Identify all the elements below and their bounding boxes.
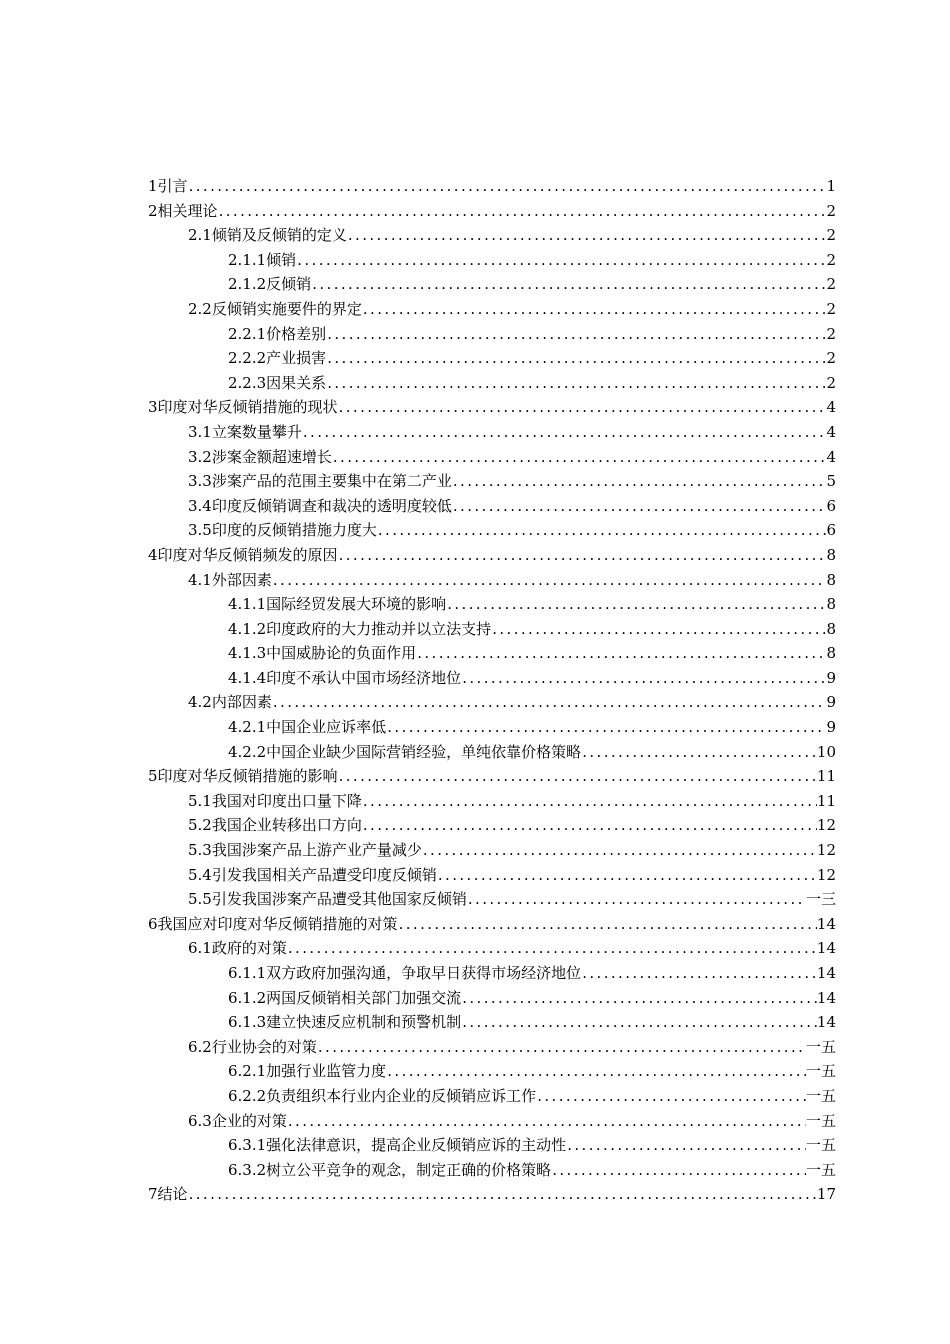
- toc-dot-leader: [272, 568, 827, 593]
- toc-entry-title: 印度的反倾销措施力度大: [211, 521, 377, 540]
- toc-entry-page: 4: [826, 422, 836, 441]
- toc-entry-number: 2.2.2: [228, 349, 267, 368]
- toc-entry-page: 一五: [805, 1037, 836, 1056]
- toc-entry-title: 行业协会的对策: [211, 1037, 317, 1056]
- toc-dot-leader: [416, 641, 826, 666]
- toc-entry[interactable]: [148, 617, 836, 642]
- toc-entry-page: 6: [826, 521, 836, 540]
- toc-entry[interactable]: [148, 1035, 836, 1060]
- toc-dot-leader: [581, 961, 817, 986]
- toc-entry-page: 9: [826, 718, 836, 737]
- toc-entry-page: 2: [826, 324, 836, 343]
- toc-entry[interactable]: [148, 936, 836, 961]
- toc-entry[interactable]: [148, 248, 836, 273]
- toc-entry-title: 引发我国涉案产品遭受其他国家反倾销: [211, 890, 467, 909]
- toc-entry-number: 5.4: [188, 865, 212, 884]
- toc-entry-page: 14: [816, 988, 836, 1007]
- toc-entry[interactable]: [148, 420, 836, 445]
- toc-dot-leader: [317, 1035, 806, 1060]
- toc-entry[interactable]: [148, 494, 836, 519]
- toc-entry-number: 4.1.2: [228, 619, 267, 638]
- toc-entry[interactable]: [148, 863, 836, 888]
- toc-dot-leader: [461, 1010, 817, 1035]
- toc-entry-number: 6.1: [188, 939, 212, 958]
- toc-entry-title: 产业损害: [266, 349, 327, 368]
- toc-entry-number: 1: [148, 177, 158, 195]
- toc-entry-number: 3.4: [188, 496, 212, 515]
- toc-entry-page: 4: [826, 398, 836, 417]
- toc-entry-title: 价格差别: [266, 324, 327, 343]
- toc-entry-title: 强化法律意识，提高企业反倾销应诉的主动性: [266, 1136, 567, 1155]
- toc-entry[interactable]: [148, 666, 836, 691]
- toc-entry-number: 6.1.3: [228, 1013, 267, 1032]
- toc-entry[interactable]: [148, 986, 836, 1011]
- toc-entry-title: 印度政府的大力推动并以立法支持: [266, 619, 492, 638]
- toc-dot-leader: [287, 1109, 806, 1134]
- toc-entry-page: 14: [816, 964, 836, 982]
- toc-entry-number: 2.2.3: [228, 373, 267, 392]
- toc-dot-leader: [347, 223, 827, 248]
- toc-entry[interactable]: [148, 543, 836, 568]
- toc-entry-number: 6.1.2: [228, 988, 267, 1007]
- toc-dot-leader: [362, 789, 817, 814]
- toc-entry-number: 3.2: [188, 447, 212, 466]
- toc-entry-title: 双方政府加强沟通，争取早日获得市场经济地位: [266, 964, 582, 982]
- toc-dot-leader: [446, 592, 826, 617]
- toc-entry[interactable]: [148, 789, 836, 814]
- toc-entry-title: 反倾销: [266, 275, 312, 294]
- toc-entry-title: 印度对华反倾销频发的原因: [157, 545, 338, 564]
- toc-entry-number: 6.2.1: [228, 1062, 267, 1081]
- toc-entry-title: 中国企业缺少国际营销经验，单纯依靠价格策略: [266, 742, 582, 761]
- toc-entry-title: 涉案产品的范围主要集中在第二产业: [211, 472, 452, 491]
- toc-entry-number: 3.1: [188, 422, 212, 441]
- toc-entry-page: 2: [826, 299, 836, 318]
- toc-entry-title: 中国企业应诉率低: [266, 718, 387, 737]
- toc-entry-page: 一五: [805, 1062, 836, 1081]
- toc-entry-number: 5.1: [188, 791, 212, 810]
- toc-entry[interactable]: [148, 395, 836, 420]
- toc-entry[interactable]: [148, 1010, 836, 1035]
- toc-entry-page: 8: [826, 570, 836, 589]
- toc-dot-leader: [566, 1133, 806, 1158]
- toc-entry-number: 6.1.1: [228, 964, 267, 982]
- toc-entry-title: 因果关系: [266, 373, 327, 392]
- toc-entry[interactable]: [148, 715, 836, 740]
- toc-entry-number: 7: [148, 1185, 158, 1204]
- toc-entry-title: 政府的对策: [211, 939, 287, 958]
- toc-dot-leader: [188, 1182, 817, 1207]
- toc-entry-page: 2: [826, 349, 836, 368]
- toc-entry-number: 4.1.1: [228, 595, 267, 614]
- toc-entry-page: 2: [826, 275, 836, 294]
- toc-entry-number: 6.2.2: [228, 1086, 267, 1105]
- toc-dot-leader: [551, 1158, 806, 1183]
- toc-dot-leader: [437, 863, 817, 888]
- toc-dot-leader: [188, 174, 827, 199]
- toc-entry-title: 倾销: [266, 250, 297, 269]
- toc-entry-page: 12: [816, 865, 836, 884]
- toc-entry-number: 2.2.1: [228, 324, 267, 343]
- toc-entry[interactable]: [148, 740, 836, 765]
- toc-entry-title: 立案数量攀升: [211, 422, 302, 441]
- toc-entry-number: 6.3.2: [228, 1160, 267, 1179]
- toc-entry[interactable]: [148, 272, 836, 297]
- toc-entry-page: 一五: [805, 1160, 836, 1179]
- toc-entry-page: 14: [816, 914, 836, 933]
- toc-dot-leader: [536, 1084, 806, 1109]
- toc-entry-number: 3.5: [188, 521, 212, 540]
- toc-entry-page: 1: [826, 177, 836, 195]
- toc-entry-title: 印度对华反倾销措施的影响: [157, 767, 338, 786]
- toc-entry-page: 一五: [805, 1136, 836, 1155]
- toc-entry-title: 加强行业监管力度: [266, 1062, 387, 1081]
- toc-dot-leader: [338, 764, 817, 789]
- toc-dot-leader: [326, 371, 826, 396]
- toc-entry-title: 我国对印度出口量下降: [211, 791, 362, 810]
- toc-entry[interactable]: [148, 346, 836, 371]
- toc-entry-number: 5: [148, 767, 158, 786]
- toc-dot-leader: [338, 543, 827, 568]
- toc-entry-title: 引言: [157, 177, 188, 195]
- toc-dot-leader: [326, 322, 826, 347]
- toc-entry-title: 企业的对策: [211, 1111, 287, 1130]
- toc-dot-leader: [581, 740, 817, 765]
- toc-dot-leader: [338, 395, 827, 420]
- toc-entry-page: 一三: [805, 890, 836, 909]
- toc-entry[interactable]: [148, 1182, 836, 1207]
- toc-dot-leader: [287, 936, 817, 961]
- toc-dot-leader: [326, 346, 826, 371]
- toc-entry-page: 8: [826, 545, 836, 564]
- toc-entry-page: 14: [816, 939, 836, 958]
- toc-entry[interactable]: [148, 199, 836, 224]
- toc-dot-leader: [461, 666, 826, 691]
- toc-dot-leader: [332, 445, 827, 470]
- toc-entry-number: 2.1: [188, 226, 212, 245]
- toc-entry-title: 我国涉案产品上游产业产量减少: [211, 841, 422, 860]
- toc-entry-title: 反倾销实施要件的界定: [211, 299, 362, 318]
- toc-entry-page: 5: [826, 472, 836, 491]
- toc-entry-number: 4.2.1: [228, 718, 267, 737]
- toc-entry-title: 国际经贸发展大环境的影响: [266, 595, 447, 614]
- toc-entry-title: 我国企业转移出口方向: [211, 816, 362, 835]
- toc-entry[interactable]: [148, 223, 836, 248]
- toc-entry-page: 9: [826, 693, 836, 712]
- toc-entry[interactable]: [148, 912, 836, 937]
- toc-entry-number: 4.2.2: [228, 742, 267, 761]
- toc-entry-number: 6.2: [188, 1037, 212, 1056]
- toc-entry[interactable]: [148, 1133, 836, 1158]
- toc-entry[interactable]: [148, 764, 836, 789]
- toc-entry[interactable]: [148, 445, 836, 470]
- toc-entry-page: 4: [826, 447, 836, 466]
- toc-entry[interactable]: [148, 838, 836, 863]
- toc-entry-number: 2.1.2: [228, 275, 267, 294]
- toc-entry[interactable]: [148, 1059, 836, 1084]
- toc-entry-page: 10: [816, 742, 836, 761]
- toc-entry-title: 树立公平竞争的观念，制定正确的价格策略: [266, 1160, 552, 1179]
- toc-entry-page: 8: [826, 644, 836, 663]
- toc-entry-page: 8: [826, 595, 836, 614]
- toc-entry-number: 4: [148, 545, 158, 564]
- toc-entry-number: 4.2: [188, 693, 212, 712]
- toc-entry[interactable]: [148, 1158, 836, 1183]
- toc-entry-number: 6.3.1: [228, 1136, 267, 1155]
- toc-entry[interactable]: [148, 469, 836, 494]
- toc-entry[interactable]: [148, 813, 836, 838]
- toc-dot-leader: [452, 494, 827, 519]
- toc-entry-page: 6: [826, 496, 836, 515]
- toc-entry-title: 负责组织本行业内企业的反倾销应诉工作: [266, 1086, 537, 1105]
- toc-entry[interactable]: [148, 961, 836, 986]
- toc-entry[interactable]: [148, 641, 836, 666]
- toc-entry-title: 倾销及反倾销的定义: [211, 226, 347, 245]
- toc-entry-title: 印度不承认中国市场经济地位: [266, 668, 462, 687]
- toc-dot-leader: [386, 1059, 806, 1084]
- toc-entry-page: 9: [826, 668, 836, 687]
- toc-entry-number: 6.3: [188, 1111, 212, 1130]
- toc-entry-title: 印度对华反倾销措施的现状: [157, 398, 338, 417]
- toc-entry-page: 一五: [805, 1111, 836, 1130]
- toc-entry-page: 2: [826, 250, 836, 269]
- toc-dot-leader: [377, 518, 827, 543]
- toc-entry-page: 2: [826, 226, 836, 245]
- toc-entry-title: 结论: [157, 1185, 188, 1204]
- toc-dot-leader: [362, 297, 827, 322]
- toc-dot-leader: [422, 838, 817, 863]
- toc-entry-title: 中国威胁论的负面作用: [266, 644, 417, 663]
- toc-entry-number: 2: [148, 201, 158, 220]
- toc-dot-leader: [398, 912, 817, 937]
- toc-dot-leader: [491, 617, 826, 642]
- toc-entry-page: 2: [826, 373, 836, 392]
- toc-entry-page: 17: [816, 1185, 836, 1204]
- toc-entry-number: 3: [148, 398, 158, 417]
- toc-entry-title: 建立快速反应机制和预警机制: [266, 1013, 462, 1032]
- toc-entry[interactable]: [148, 297, 836, 322]
- toc-dot-leader: [296, 248, 826, 273]
- toc-entry-page: 8: [826, 619, 836, 638]
- toc-entry-title: 外部因素: [211, 570, 272, 589]
- toc-entry-number: 4.1.4: [228, 668, 267, 687]
- toc-entry-page: 14: [816, 1013, 836, 1032]
- toc-entry-title: 印度反倾销调查和裁决的透明度较低: [211, 496, 452, 515]
- toc-entry[interactable]: [148, 322, 836, 347]
- toc-entry-page: 12: [816, 816, 836, 835]
- toc-entry-page: 一五: [805, 1086, 836, 1105]
- toc-entry[interactable]: [148, 690, 836, 715]
- toc-entry[interactable]: [148, 887, 836, 912]
- toc-entry[interactable]: [148, 518, 836, 543]
- toc-entry-number: 6: [148, 914, 158, 933]
- toc-entry-title: 引发我国相关产品遭受印度反倾销: [211, 865, 437, 884]
- toc-entry-title: 内部因素: [211, 693, 272, 712]
- toc-entry-number: 2.1.1: [228, 250, 267, 269]
- toc-entry-page: 12: [816, 841, 836, 860]
- toc-dot-leader: [452, 469, 827, 494]
- toc-entry[interactable]: [148, 592, 836, 617]
- toc-entry-number: 2.2: [188, 299, 212, 318]
- toc-dot-leader: [467, 887, 806, 912]
- toc-dot-leader: [362, 813, 817, 838]
- toc-entry-title: 相关理论: [157, 201, 218, 220]
- toc-entry-page: 11: [816, 791, 836, 810]
- toc-entry-page: 11: [816, 767, 836, 786]
- toc-dot-leader: [461, 986, 817, 1011]
- toc-dot-leader: [311, 272, 826, 297]
- toc-entry-number: 5.5: [188, 890, 212, 909]
- toc-entry-title: 涉案金额超速增长: [211, 447, 332, 466]
- toc-entry-title: 两国反倾销相关部门加强交流: [266, 988, 462, 1007]
- toc-entry-number: 3.3: [188, 472, 212, 491]
- toc-dot-leader: [272, 690, 827, 715]
- toc-dot-leader: [218, 199, 827, 224]
- toc-dot-leader: [386, 715, 826, 740]
- toc-entry-number: 4.1: [188, 570, 212, 589]
- toc-entry-title: 我国应对印度对华反倾销措施的对策: [157, 914, 398, 933]
- toc-entry[interactable]: [148, 1084, 836, 1109]
- toc-entry-number: 5.2: [188, 816, 212, 835]
- toc-entry[interactable]: [148, 371, 836, 396]
- toc-dot-leader: [302, 420, 827, 445]
- toc-entry-page: 2: [826, 201, 836, 220]
- table-of-contents: [148, 174, 836, 1207]
- toc-entry-number: 5.3: [188, 841, 212, 860]
- toc-entry[interactable]: [148, 174, 836, 199]
- toc-entry[interactable]: [148, 1109, 836, 1134]
- toc-entry[interactable]: [148, 568, 836, 593]
- toc-entry-number: 4.1.3: [228, 644, 267, 663]
